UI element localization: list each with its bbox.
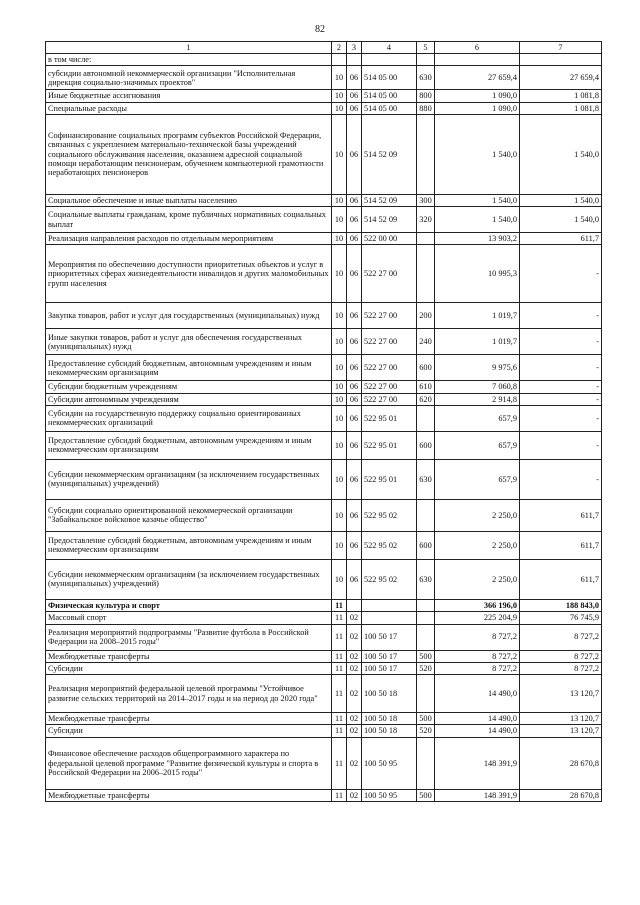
expense-name-cell: субсидии автономной некоммерческой организации "Исполнительная дирекция социально-значимых проектов" xyxy=(46,66,332,90)
expense-type-cell xyxy=(417,245,435,303)
target-article-cell: 100 50 95 xyxy=(362,789,417,801)
expense-type-cell: 630 xyxy=(417,459,435,499)
subsection-code-cell: 02 xyxy=(347,650,362,662)
expense-name-cell: в том числе: xyxy=(46,54,332,66)
subsection-code-cell: 02 xyxy=(347,789,362,801)
expense-type-cell xyxy=(417,233,435,245)
amount-executed-cell: 8 727,2 xyxy=(520,662,602,674)
subsection-code-cell: 06 xyxy=(347,233,362,245)
table-row xyxy=(46,725,602,737)
amount-executed-cell: 1 540,0 xyxy=(520,207,602,233)
subsection-code-cell: 06 xyxy=(347,355,362,381)
expense-name-cell: Субсидии некоммерческим организациям (за исключением государственных (муниципальных) учреждений) xyxy=(46,459,332,499)
expense-name-cell: Софинансирование социальных программ субъектов Российской Федерации, связанных с укреплением материально-технической базы учреждений социального обслуживания населения, оказанием адресной социальной помощи неработающим пенсионерам, обучением компьютерной грамотности неработающих пенсионеров xyxy=(46,114,332,194)
subsection-code-cell: 02 xyxy=(347,662,362,674)
amount-approved-cell: 7 060,8 xyxy=(435,381,520,393)
budget-table xyxy=(45,41,602,802)
header-row xyxy=(46,42,602,54)
expense-type-cell xyxy=(417,499,435,531)
table-body xyxy=(46,54,602,802)
expense-name-cell: Межбюджетные трансферты xyxy=(46,789,332,801)
target-article-cell: 514 52 09 xyxy=(362,194,417,206)
amount-approved-cell: 14 490,0 xyxy=(435,675,520,713)
expense-type-cell xyxy=(417,114,435,194)
amount-executed-cell: 611,7 xyxy=(520,531,602,559)
target-article-cell: 100 50 17 xyxy=(362,662,417,674)
amount-executed-cell: 27 659,4 xyxy=(520,66,602,90)
expense-type-cell xyxy=(417,675,435,713)
expense-name-cell: Мероприятия по обеспечению доступности приоритетных объектов и услуг в приоритетных сферах жизнедеятельности инвалидов и других маломобильных групп населения xyxy=(46,245,332,303)
amount-approved-cell: 10 995,3 xyxy=(435,245,520,303)
section-code-cell: 10 xyxy=(332,207,347,233)
amount-executed-cell: 1 540,0 xyxy=(520,114,602,194)
amount-executed-cell: 76 745,9 xyxy=(520,612,602,624)
expense-type-cell xyxy=(417,54,435,66)
expense-type-cell: 800 xyxy=(417,90,435,102)
target-article-cell: 522 27 00 xyxy=(362,303,417,329)
subsection-code-cell: 06 xyxy=(347,66,362,90)
amount-approved-cell: 27 659,4 xyxy=(435,66,520,90)
expense-type-cell xyxy=(417,612,435,624)
amount-executed-cell: - xyxy=(520,381,602,393)
amount-executed-cell: 13 120,7 xyxy=(520,675,602,713)
table-row xyxy=(46,194,602,206)
section-code-cell: 10 xyxy=(332,329,347,355)
expense-name-cell: Субсидии на государственную поддержку социально ориентированных некоммерческих организаций xyxy=(46,405,332,431)
expense-type-cell: 600 xyxy=(417,431,435,459)
table-row xyxy=(46,90,602,102)
amount-approved-cell: 2 250,0 xyxy=(435,531,520,559)
header-col-6: 6 xyxy=(435,42,520,54)
amount-executed-cell: 8 727,2 xyxy=(520,624,602,650)
expense-type-cell: 500 xyxy=(417,713,435,725)
section-code-cell: 10 xyxy=(332,114,347,194)
subsection-code-cell: 06 xyxy=(347,194,362,206)
expense-name-cell: Иные бюджетные ассигнования xyxy=(46,90,332,102)
target-article-cell: 514 05 00 xyxy=(362,66,417,90)
table-row xyxy=(46,789,602,801)
subsection-code-cell: 06 xyxy=(347,303,362,329)
section-code-cell: 11 xyxy=(332,662,347,674)
target-article-cell: 522 95 01 xyxy=(362,459,417,499)
expense-name-cell: Специальные расходы xyxy=(46,102,332,114)
target-article-cell: 100 50 95 xyxy=(362,737,417,789)
expense-name-cell: Субсидии xyxy=(46,725,332,737)
section-code-cell: 11 xyxy=(332,737,347,789)
section-code-cell: 11 xyxy=(332,599,347,611)
section-code-cell: 10 xyxy=(332,66,347,90)
table-row xyxy=(46,675,602,713)
section-code-cell: 10 xyxy=(332,303,347,329)
subsection-code-cell: 06 xyxy=(347,102,362,114)
expense-type-cell: 500 xyxy=(417,789,435,801)
table-row xyxy=(46,599,602,611)
target-article-cell xyxy=(362,54,417,66)
header-col-7: 7 xyxy=(520,42,602,54)
subsection-code-cell: 06 xyxy=(347,431,362,459)
section-code-cell: 11 xyxy=(332,612,347,624)
amount-executed-cell: 28 670,8 xyxy=(520,789,602,801)
section-code-cell: 11 xyxy=(332,675,347,713)
subsection-code-cell: 06 xyxy=(347,114,362,194)
amount-approved-cell: 1 090,0 xyxy=(435,102,520,114)
target-article-cell: 522 95 02 xyxy=(362,499,417,531)
expense-name-cell: Субсидии бюджетным учреждениям xyxy=(46,381,332,393)
amount-executed-cell: - xyxy=(520,303,602,329)
target-article-cell xyxy=(362,612,417,624)
expense-name-cell: Субсидии автономным учреждениям xyxy=(46,393,332,405)
table-row xyxy=(46,245,602,303)
expense-type-cell: 240 xyxy=(417,329,435,355)
target-article-cell: 522 27 00 xyxy=(362,329,417,355)
subsection-code-cell: 06 xyxy=(347,531,362,559)
target-article-cell xyxy=(362,599,417,611)
amount-approved-cell: 2 250,0 xyxy=(435,559,520,599)
expense-name-cell: Закупка товаров, работ и услуг для государственных (муниципальных) нужд xyxy=(46,303,332,329)
amount-approved-cell: 9 975,6 xyxy=(435,355,520,381)
amount-executed-cell: - xyxy=(520,459,602,499)
table-row xyxy=(46,329,602,355)
subsection-code-cell: 02 xyxy=(347,725,362,737)
expense-type-cell: 600 xyxy=(417,531,435,559)
expense-name-cell: Иные закупки товаров, работ и услуг для обеспечения государственных (муниципальных) нужд xyxy=(46,329,332,355)
amount-approved-cell: 657,9 xyxy=(435,459,520,499)
section-code-cell: 10 xyxy=(332,194,347,206)
subsection-code-cell: 06 xyxy=(347,393,362,405)
amount-approved-cell: 366 196,0 xyxy=(435,599,520,611)
section-code-cell: 10 xyxy=(332,459,347,499)
table-row xyxy=(46,393,602,405)
amount-approved-cell: 14 490,0 xyxy=(435,713,520,725)
section-code-cell: 10 xyxy=(332,405,347,431)
target-article-cell: 522 95 01 xyxy=(362,405,417,431)
expense-name-cell: Субсидии xyxy=(46,662,332,674)
target-article-cell: 522 95 02 xyxy=(362,559,417,599)
table-row xyxy=(46,499,602,531)
target-article-cell: 522 27 00 xyxy=(362,355,417,381)
expense-name-cell: Межбюджетные трансферты xyxy=(46,713,332,725)
amount-executed-cell: - xyxy=(520,431,602,459)
amount-executed-cell: - xyxy=(520,329,602,355)
target-article-cell: 514 05 00 xyxy=(362,102,417,114)
amount-approved-cell: 2 914,8 xyxy=(435,393,520,405)
table-row xyxy=(46,207,602,233)
target-article-cell: 100 50 18 xyxy=(362,713,417,725)
target-article-cell: 514 52 09 xyxy=(362,114,417,194)
expense-type-cell: 620 xyxy=(417,393,435,405)
target-article-cell: 514 05 00 xyxy=(362,90,417,102)
expense-type-cell: 200 xyxy=(417,303,435,329)
target-article-cell: 522 27 00 xyxy=(362,393,417,405)
expense-name-cell: Реализация мероприятий подпрограммы "Развитие футбола в Российской Федерации на 2008–2015 годы" xyxy=(46,624,332,650)
amount-approved-cell: 8 727,2 xyxy=(435,624,520,650)
subsection-code-cell: 02 xyxy=(347,713,362,725)
target-article-cell: 100 50 18 xyxy=(362,675,417,713)
amount-executed-cell: 1 540,0 xyxy=(520,194,602,206)
section-code-cell: 11 xyxy=(332,789,347,801)
expense-type-cell: 880 xyxy=(417,102,435,114)
target-article-cell: 522 00 00 xyxy=(362,233,417,245)
page-number: 82 xyxy=(315,24,325,35)
expense-name-cell: Предоставление субсидий бюджетным, автономным учреждениям и иным некоммерческим организациям xyxy=(46,431,332,459)
amount-executed-cell: 611,7 xyxy=(520,499,602,531)
amount-approved-cell: 1 090,0 xyxy=(435,90,520,102)
section-code-cell: 10 xyxy=(332,531,347,559)
expense-type-cell: 520 xyxy=(417,662,435,674)
expense-type-cell: 600 xyxy=(417,355,435,381)
expense-name-cell: Финансовое обеспечение расходов общепрограммного характера по федеральной целевой программе "Развитие физической культуры и спорта в Российской Федерации на 2006–2015 годы" xyxy=(46,737,332,789)
subsection-code-cell xyxy=(347,54,362,66)
table-row xyxy=(46,381,602,393)
table-row xyxy=(46,650,602,662)
section-code-cell: 10 xyxy=(332,393,347,405)
expense-type-cell: 500 xyxy=(417,650,435,662)
section-code-cell: 11 xyxy=(332,725,347,737)
table-row xyxy=(46,531,602,559)
subsection-code-cell: 06 xyxy=(347,499,362,531)
section-code-cell: 10 xyxy=(332,559,347,599)
amount-executed-cell: 13 120,7 xyxy=(520,725,602,737)
amount-executed-cell: 13 120,7 xyxy=(520,713,602,725)
amount-approved-cell: 225 204,9 xyxy=(435,612,520,624)
expense-type-cell: 630 xyxy=(417,559,435,599)
expense-name-cell: Реализация направления расходов по отдельным мероприятиям xyxy=(46,233,332,245)
amount-approved-cell: 1 540,0 xyxy=(435,114,520,194)
expense-type-cell: 320 xyxy=(417,207,435,233)
expense-type-cell xyxy=(417,737,435,789)
subsection-code-cell: 06 xyxy=(347,459,362,499)
amount-approved-cell: 8 727,2 xyxy=(435,650,520,662)
table-row xyxy=(46,459,602,499)
expense-type-cell: 300 xyxy=(417,194,435,206)
table-row xyxy=(46,355,602,381)
expense-name-cell: Субсидии социально ориентированной некоммерческой организации "Забайкальское войсковое казачье общество" xyxy=(46,499,332,531)
amount-executed-cell: 611,7 xyxy=(520,559,602,599)
target-article-cell: 522 95 01 xyxy=(362,431,417,459)
amount-approved-cell: 14 490,0 xyxy=(435,725,520,737)
section-code-cell: 11 xyxy=(332,713,347,725)
subsection-code-cell: 02 xyxy=(347,624,362,650)
subsection-code-cell: 06 xyxy=(347,559,362,599)
table-row xyxy=(46,114,602,194)
amount-approved-cell: 657,9 xyxy=(435,431,520,459)
target-article-cell: 100 50 18 xyxy=(362,725,417,737)
header-col-2: 2 xyxy=(332,42,347,54)
expense-type-cell xyxy=(417,599,435,611)
amount-executed-cell: - xyxy=(520,393,602,405)
expense-type-cell: 630 xyxy=(417,66,435,90)
expense-name-cell: Субсидии некоммерческим организациям (за исключением государственных (муниципальных) учреждений) xyxy=(46,559,332,599)
expense-name-cell: Межбюджетные трансферты xyxy=(46,650,332,662)
header-col-5: 5 xyxy=(417,42,435,54)
amount-approved-cell: 1 019,7 xyxy=(435,329,520,355)
amount-approved-cell: 657,9 xyxy=(435,405,520,431)
target-article-cell: 100 50 17 xyxy=(362,650,417,662)
subsection-code-cell: 06 xyxy=(347,207,362,233)
amount-executed-cell: 28 670,8 xyxy=(520,737,602,789)
amount-approved-cell: 148 391,9 xyxy=(435,789,520,801)
expense-name-cell: Реализация мероприятий федеральной целевой программы "Устойчивое развитие сельских территорий на 2014–2017 годы и на период до 2020 года" xyxy=(46,675,332,713)
subsection-code-cell: 06 xyxy=(347,245,362,303)
header-col-1: 1 xyxy=(46,42,332,54)
amount-approved-cell: 2 250,0 xyxy=(435,499,520,531)
amount-executed-cell: 1 081,8 xyxy=(520,102,602,114)
header-col-3: 3 xyxy=(347,42,362,54)
target-article-cell: 522 27 00 xyxy=(362,245,417,303)
amount-approved-cell: 1 540,0 xyxy=(435,194,520,206)
amount-executed-cell xyxy=(520,54,602,66)
amount-approved-cell: 1 019,7 xyxy=(435,303,520,329)
section-code-cell: 11 xyxy=(332,650,347,662)
table-row xyxy=(46,559,602,599)
table-row xyxy=(46,102,602,114)
expense-type-cell: 610 xyxy=(417,381,435,393)
table-row xyxy=(46,624,602,650)
amount-executed-cell: - xyxy=(520,405,602,431)
section-code-cell: 10 xyxy=(332,233,347,245)
amount-executed-cell: 8 727,2 xyxy=(520,650,602,662)
table-row xyxy=(46,737,602,789)
target-article-cell: 100 50 17 xyxy=(362,624,417,650)
amount-executed-cell: 188 843,0 xyxy=(520,599,602,611)
section-code-cell: 10 xyxy=(332,245,347,303)
amount-approved-cell: 8 727,2 xyxy=(435,662,520,674)
section-code-cell: 11 xyxy=(332,624,347,650)
expense-type-cell xyxy=(417,624,435,650)
section-code-cell: 10 xyxy=(332,90,347,102)
expense-name-cell: Массовый спорт xyxy=(46,612,332,624)
section-code-cell: 10 xyxy=(332,355,347,381)
section-code-cell: 10 xyxy=(332,499,347,531)
section-code-cell: 10 xyxy=(332,431,347,459)
amount-approved-cell: 1 540,0 xyxy=(435,207,520,233)
expense-name-cell: Социальное обеспечение и иные выплаты населению xyxy=(46,194,332,206)
table-row xyxy=(46,66,602,90)
expense-name-cell: Социальные выплаты гражданам, кроме публичных нормативных социальных выплат xyxy=(46,207,332,233)
target-article-cell: 522 95 02 xyxy=(362,531,417,559)
target-article-cell: 514 52 09 xyxy=(362,207,417,233)
amount-executed-cell: 611,7 xyxy=(520,233,602,245)
amount-approved-cell: 148 391,9 xyxy=(435,737,520,789)
expense-name-cell: Предоставление субсидий бюджетным, автономным учреждениям и иным некоммерческим организациям xyxy=(46,531,332,559)
subsection-code-cell: 02 xyxy=(347,737,362,789)
table-row xyxy=(46,54,602,66)
header-col-4: 4 xyxy=(362,42,417,54)
section-code-cell: 10 xyxy=(332,102,347,114)
expense-type-cell xyxy=(417,405,435,431)
expense-name-cell: Физическая культура и спорт xyxy=(46,599,332,611)
subsection-code-cell: 06 xyxy=(347,405,362,431)
table-row xyxy=(46,612,602,624)
target-article-cell: 522 27 00 xyxy=(362,381,417,393)
section-code-cell xyxy=(332,54,347,66)
expense-type-cell: 520 xyxy=(417,725,435,737)
table-row xyxy=(46,303,602,329)
amount-executed-cell: - xyxy=(520,355,602,381)
subsection-code-cell xyxy=(347,599,362,611)
subsection-code-cell: 06 xyxy=(347,90,362,102)
amount-executed-cell: - xyxy=(520,245,602,303)
subsection-code-cell: 06 xyxy=(347,381,362,393)
table-row xyxy=(46,431,602,459)
expense-name-cell: Предоставление субсидий бюджетным, автономным учреждениям и иным некоммерческим организациям xyxy=(46,355,332,381)
subsection-code-cell: 02 xyxy=(347,612,362,624)
subsection-code-cell: 06 xyxy=(347,329,362,355)
section-code-cell: 10 xyxy=(332,381,347,393)
table-row xyxy=(46,233,602,245)
amount-approved-cell xyxy=(435,54,520,66)
amount-approved-cell: 13 903,2 xyxy=(435,233,520,245)
table-row xyxy=(46,662,602,674)
amount-executed-cell: 1 081,8 xyxy=(520,90,602,102)
table-row xyxy=(46,713,602,725)
table-row xyxy=(46,405,602,431)
subsection-code-cell: 02 xyxy=(347,675,362,713)
